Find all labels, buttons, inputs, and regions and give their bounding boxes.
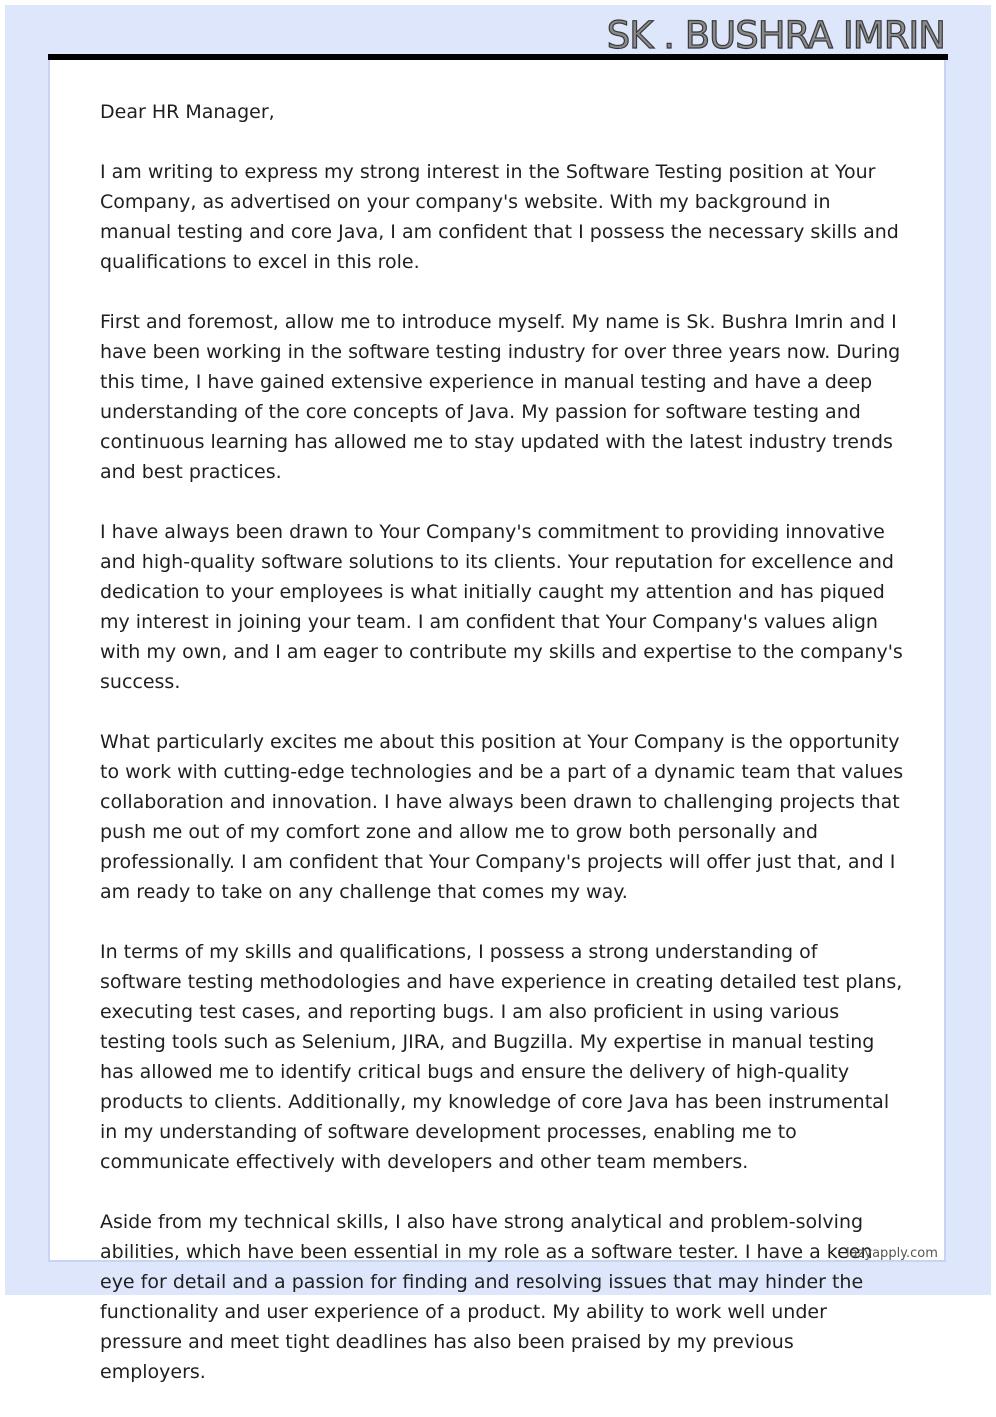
paragraph-2: First and foremost, allow me to introduce myself. My name is Sk. Bushra Imrin and I have been working in the software testing industry for over three years now. During this time, I have gained extensive experience in manual testing and have a deep understanding of the core concepts of Java. My passion for software testing and continuous learning has allowed me to stay updated with the latest industry trends and best practices. [100,311,901,483]
salutation: Dear HR Manager, [100,101,275,123]
paragraph-3: I have always been drawn to Your Company's commitment to providing innovative and high-quality software solutions to its clients. Your reputation for excellence and dedication to your employees is what initially caught my attention and has piqued my interest in joining your team. I am confident that Your Company's values align with my own, and I am eager to contribute my skills and expertise to the company's success. [100,521,903,693]
applicant-name: SK . BUSHRA IMRIN [606,14,945,57]
paragraph-5: In terms of my skills and qualifications, I possess a strong understanding of software testing methodologies and have experience in creating detailed test plans, executing test cases, and reporting bugs. I am also proficient in using various testing tools such as Selenium, JIRA, and Bugzilla. My expertise in manual testing has allowed me to identify critical bugs and ensure the delivery of high-quality products to clients. Additionally, my knowledge of core Java has been instrumental in my understanding of software development processes, enabling me to communicate effectively with developers and other team members. [100,941,903,1173]
paragraph-1: I am writing to express my strong interest in the Software Testing position at Your Company, as advertised on your company's website. With my background in manual testing and core Java, I am confident that I possess the necessary skills and qualifications to excel in this role. [100,161,899,273]
paragraph-6: Aside from my technical skills, I also have strong analytical and problem-solving abilities, which have been essential in my role as a software tester. I have a keen eye for detail and a passion for finding and resolving issues that may hinder the functionality and user experience of a product. My ability to work well under pressure and meet tight deadlines has also been praised by my previous employers. [100,1211,873,1383]
paragraph-4: What particularly excites me about this position at Your Company is the opportunity to work with cutting-edge technologies and be a part of a dynamic team that values collaboration and innovation. I have always been drawn to challenging projects that push me out of my comfort zone and allow me to grow both personally and professionally. I am confident that Your Company's projects will offer just that, and I am ready to take on any challenge that comes my way. [100,731,904,903]
watermark-text: lazyapply.com [846,1246,938,1261]
cover-letter-body [100,97,905,1417]
